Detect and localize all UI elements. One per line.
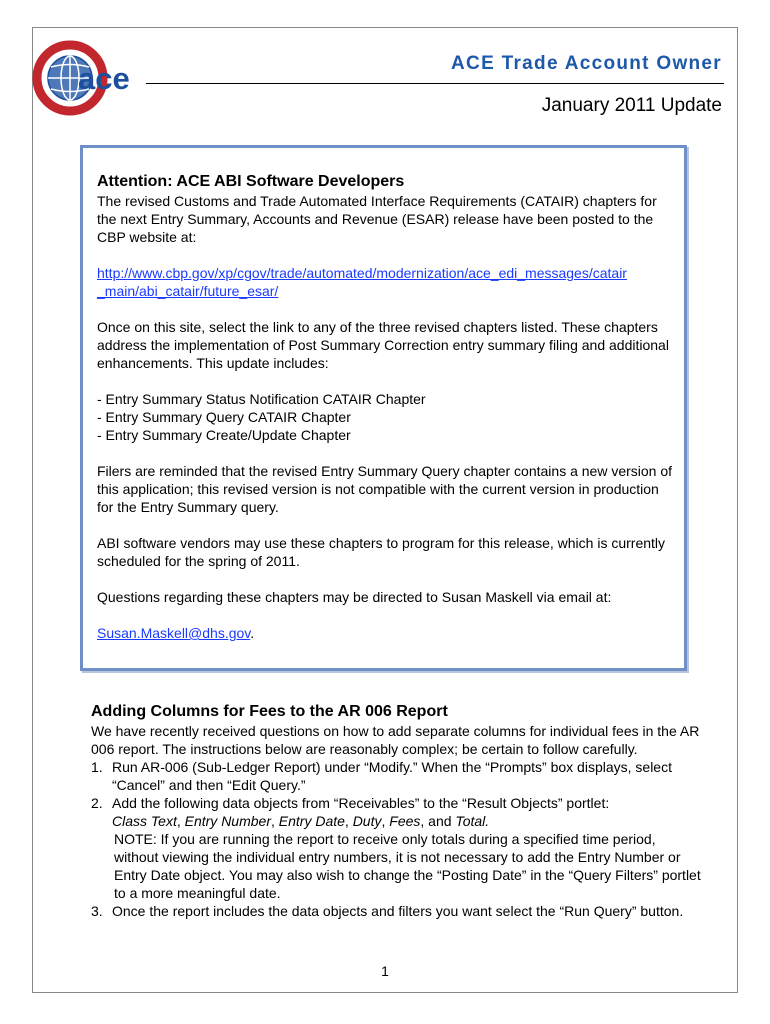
logo-text: ace <box>78 61 130 96</box>
list-item: - Entry Summary Create/Update Chapter <box>97 427 351 443</box>
section-intro: We have recently received questions on how to add separate columns for individual fees in the AR 006 report. The instructions below are reasonably complex; be certain to follow carefully. <box>91 723 700 757</box>
object-sep: , <box>381 813 390 829</box>
object-total: Total <box>455 813 486 829</box>
step-2 <box>91 794 701 812</box>
page-number: 1 <box>381 963 389 979</box>
step-text: Run AR-006 (Sub-Ledger Report) under “Modify.” When the “Prompts” box displays, select “Cancel” and then “Edit Query.” <box>112 759 672 793</box>
list-item: - Entry Summary Status Notification CATAIR Chapter <box>97 391 426 407</box>
object-fees: Fees <box>389 813 421 829</box>
step-1 <box>91 758 701 794</box>
object-end: . <box>485 813 490 829</box>
object-duty: Duty <box>352 813 382 829</box>
chapter-list <box>97 390 677 444</box>
step-text: Add the following data objects from “Receivables” to the “Result Objects” portlet: <box>112 795 610 811</box>
attention-content <box>97 172 677 642</box>
header-rule <box>146 83 724 84</box>
fees-section <box>91 702 701 920</box>
note-text: NOTE: If you are running the report to receive only totals during a specified time period, without viewing the individual entry numbers, it is not necessary to add the Entry Number or Entry Date object. You may also wish to change the “Posting Date” in the “Query Filters” portlet to a more meaningful date. <box>114 831 701 901</box>
object-and: , and <box>420 813 456 829</box>
section-heading: Adding Columns for Fees to the AR 006 Report <box>91 703 448 720</box>
catair-url-line1[interactable]: http://www.cbp.gov/xp/cgov/trade/automated/modernization/ace_edi_messages/catair <box>97 265 627 281</box>
ace-logo <box>32 32 152 124</box>
object-sep: , <box>270 813 279 829</box>
email-suffix: . <box>250 625 255 641</box>
attention-para-5: Questions regarding these chapters may be directed to Susan Maskell via email at: <box>97 589 612 605</box>
step-3 <box>91 902 701 920</box>
step-number: 1. <box>91 759 103 775</box>
object-entry-date: Entry Date <box>278 813 345 829</box>
catair-url-line2[interactable]: _main/abi_catair/future_esar/ <box>97 283 279 299</box>
attention-para-2: Once on this site, select the link to any of the three revised chapters listed. These chapters address the implementation of Post Summary Correction entry summary filing and additional enhancements. This update includes: <box>97 319 669 371</box>
attention-box <box>80 145 687 671</box>
object-sep: , <box>344 813 353 829</box>
email-line <box>97 624 677 642</box>
catair-link[interactable] <box>97 264 677 300</box>
document-title: ACE Trade Account Owner <box>451 53 722 74</box>
step-number: 2. <box>91 795 103 811</box>
object-sep: , <box>176 813 185 829</box>
attention-para-4: ABI software vendors may use these chapters to program for this release, which is currently scheduled for the spring of 2011. <box>97 535 666 569</box>
data-objects-list <box>91 812 701 830</box>
list-item: - Entry Summary Query CATAIR Chapter <box>97 409 351 425</box>
step-number: 3. <box>91 903 103 919</box>
step-text: Once the report includes the data objects and filters you want select the “Run Query” button. <box>112 903 684 919</box>
attention-intro: The revised Customs and Trade Automated Interface Requirements (CATAIR) chapters for the next Entry Summary, Accounts and Revenue (ESAR) release have been posted to the CBP website at: <box>97 193 657 245</box>
attention-heading: Attention: ACE ABI Software Developers <box>97 173 405 190</box>
document-subtitle: January 2011 Update <box>541 95 722 116</box>
attention-para-3: Filers are reminded that the revised Entry Summary Query chapter contains a new version of this application; this revised version is not compatible with the current version in production for the Entry Summary query. <box>97 463 673 515</box>
email-link[interactable]: Susan.Maskell@dhs.gov <box>97 625 251 641</box>
object-entry-number: Entry Number <box>184 813 271 829</box>
object-class-text: Class Text <box>112 813 177 829</box>
